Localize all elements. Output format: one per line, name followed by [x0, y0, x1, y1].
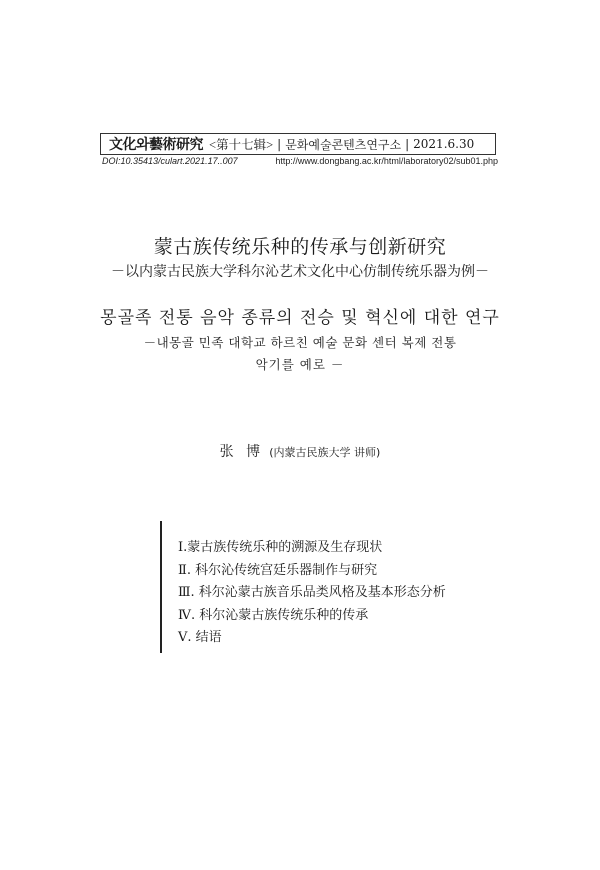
toc-number: Ⅴ: [178, 630, 188, 645]
table-of-contents: [178, 536, 446, 649]
toc-text: . 科尔沁蒙古族音乐品类风格及基本形态分析: [190, 585, 446, 600]
author-affiliation: (内蒙古民族大学 讲师): [269, 446, 381, 459]
toc-item: [178, 536, 446, 559]
author-block: [0, 441, 600, 461]
toc-divider: [160, 521, 162, 653]
toc-number: Ⅰ: [178, 540, 184, 555]
toc-item: [178, 626, 446, 649]
publication-date: 2021.6.30: [413, 137, 475, 151]
author-name: 张 博: [219, 444, 265, 460]
publisher-label: 문화예술콘텐츠연구소: [285, 137, 402, 152]
separator: |: [277, 137, 282, 151]
toc-number: Ⅳ: [178, 607, 191, 623]
toc-text: . 科尔沁蒙古族传统乐种的传承: [191, 607, 369, 623]
toc-item: [178, 581, 446, 604]
toc-item: [178, 604, 446, 627]
toc-text: .蒙古族传统乐种的溯源及生存现状: [183, 540, 383, 555]
subtitle-korean-line1: －내몽골 민족 대학교 하르친 예술 문화 센터 복제 전통: [143, 335, 457, 350]
subtitle-chinese: －以内蒙古民族大学科尔沁艺术文化中心仿制传统乐器为例－: [111, 264, 489, 280]
journal-header: [100, 133, 496, 155]
subtitle-korean-line2: 악기를 예로 －: [255, 357, 345, 372]
toc-item: [178, 559, 446, 582]
separator: |: [405, 137, 410, 151]
title-korean: 몽골족 전통 음악 종류의 전승 및 혁신에 대한 연구: [100, 308, 500, 328]
toc-number: Ⅲ: [178, 585, 191, 600]
issue-label: <第十七辑>: [209, 138, 274, 152]
journal-logo: 文化와藝術研究: [109, 137, 204, 153]
toc-text: . 结语: [187, 630, 222, 645]
doi-text: DOI:10.35413/culart.2021.17..007: [102, 156, 238, 166]
toc-number: Ⅱ: [178, 562, 187, 578]
source-url[interactable]: http://www.dongbang.ac.kr/html/laboratory02/sub01.php: [275, 156, 498, 166]
toc-text: . 科尔沁传统宫廷乐器制作与研究: [186, 562, 378, 578]
title-chinese: 蒙古族传统乐种的传承与创新研究: [153, 236, 447, 258]
